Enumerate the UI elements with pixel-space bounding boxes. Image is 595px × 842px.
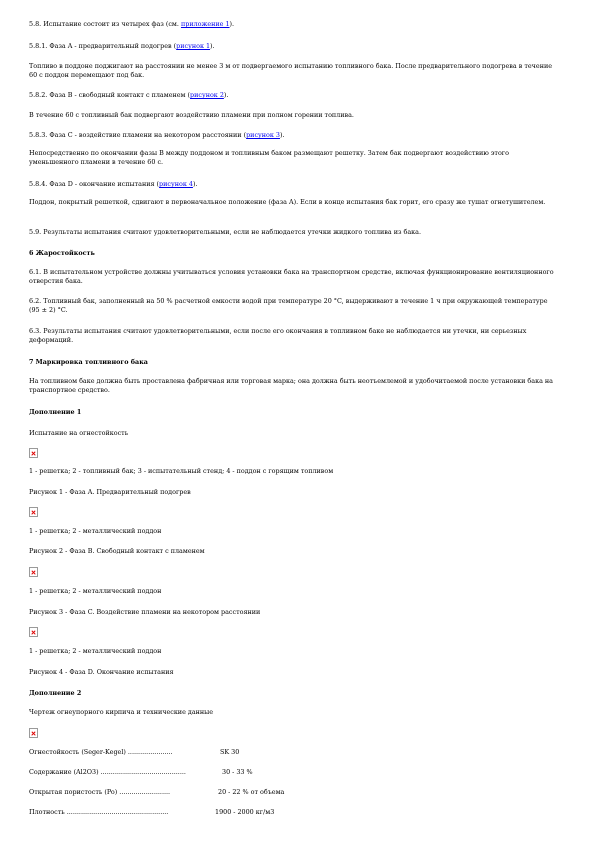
link-figure-1[interactable]: рисунок 1 <box>176 42 211 50</box>
paragraph-tail: ). <box>229 20 235 28</box>
figure-1-legend: 1 - решетка; 2 - топливный бак; 3 - испытательный стенд; 4 - поддон с горящим топливом <box>29 467 334 475</box>
appendix-2-heading: Дополнение 2 <box>29 689 82 697</box>
paragraph-tail: ). <box>210 42 215 50</box>
paragraph-text: 5.8.2. Фаза B - свободный контакт с пламенем ( <box>29 91 191 99</box>
link-appendix-1[interactable]: приложение 1 <box>180 20 230 28</box>
paragraph-text: 5.8.4. Фаза D - окончание испытания ( <box>29 180 160 188</box>
figure-2-legend: 1 - решетка; 2 - металлический поддон <box>29 527 162 535</box>
paragraph-6-3: 6.3. Результаты испытания считают удовлетворительными, если после его окончания в топливном баке не наблюдается ни утечки, ни серьезных деформаций. <box>29 327 527 344</box>
paragraph-text: 5.8.3. Фаза C - воздействие пламени на некотором расстоянии ( <box>29 131 247 139</box>
broken-image-icon <box>29 507 38 517</box>
appendix-1-title: Испытание на огнестойкость <box>29 429 129 437</box>
property-label: Огнестойкость (Seger-Kegel) ...................... <box>29 748 173 756</box>
figure-4-caption: Рисунок 4 - Фаза D. Окончание испытания <box>29 668 174 676</box>
paragraph-tail: ). <box>192 180 198 188</box>
figure-3-legend: 1 - решетка; 2 - металлический поддон <box>29 587 162 595</box>
paragraph-text: 5.8.1. Фаза A - предварительный подогрев ( <box>29 42 177 50</box>
section-heading-6: 6 Жаростойкость <box>29 249 95 257</box>
link-figure-3[interactable]: рисунок 3 <box>246 131 280 139</box>
figure-3-caption: Рисунок 3 - Фаза C. Воздействие пламени на некотором расстоянии <box>29 608 261 616</box>
paragraph-5-8-2 <box>29 91 559 100</box>
paragraph-5-8 <box>29 20 559 29</box>
property-value: SK 30 <box>220 748 240 756</box>
paragraph-5-9: 5.9. Результаты испытания считают удовлетворительными, если не наблюдается утечки жидкого топлива из бака. <box>29 228 421 236</box>
paragraph-phase-b-text: В течение 60 с топливный бак подвергают воздействию пламени при полном горении топлива. <box>29 111 354 119</box>
section-heading-7: 7 Маркировка топливного бака <box>29 358 148 366</box>
paragraph-phase-a-text: Топливо в поддоне поджигают на расстоянии не менее 3 м от подвергаемого испытанию топливного бака. После предварительного подогрева в течение 60 с поддон перемещают под бак. <box>29 62 552 79</box>
property-label: Содержание (Al2O3) .......................................... <box>29 768 186 776</box>
paragraph-5-8-3 <box>29 131 559 140</box>
broken-image-icon <box>29 567 38 577</box>
paragraph-tail: ). <box>279 131 285 139</box>
property-value: 30 - 33 % <box>222 768 253 776</box>
broken-image-icon <box>29 728 38 738</box>
figure-2-caption: Рисунок 2 - Фаза B. Свободный контакт с пламенем <box>29 547 205 555</box>
broken-image-icon <box>29 448 38 458</box>
paragraph-7: На топливном баке должна быть проставлена фабричная или торговая марка; она должна быть неотъемлемой и удобочитаемой после установки бака на транспортное средство. <box>29 377 553 394</box>
figure-1-caption: Рисунок 1 - Фаза A. Предварительный подогрев <box>29 488 191 496</box>
broken-image-icon <box>29 627 38 637</box>
link-figure-2[interactable]: рисунок 2 <box>190 91 224 99</box>
paragraph-5-8-1 <box>29 42 559 51</box>
property-value: 1900 - 2000 кг/м3 <box>215 808 275 816</box>
paragraph-text: 5.8. Испытание состоит из четырех фаз (см. <box>29 20 181 28</box>
appendix-1-heading: Дополнение 1 <box>29 408 82 416</box>
property-label: Плотность .................................................. <box>29 808 169 816</box>
figure-4-legend: 1 - решетка; 2 - металлический поддон <box>29 647 162 655</box>
link-figure-4[interactable]: рисунок 4 <box>159 180 193 188</box>
property-value: 20 - 22 % от объема <box>218 788 285 796</box>
paragraph-5-8-4 <box>29 180 559 189</box>
property-label: Открытая пористость (Po) ......................... <box>29 788 171 796</box>
appendix-2-title: Чертеж огнеупорного кирпича и технические данные <box>29 708 214 716</box>
paragraph-phase-d-text: Поддон, покрытый решеткой, сдвигают в первоначальное положение (фаза A). Если в конце испытания бак горит, его сразу же тушат огнетушителем. <box>29 198 546 206</box>
paragraph-6-1: 6.1. В испытательном устройстве должны учитываться условия установки бака на транспортном средстве, включая функционирование вентиляционного отверстия бака. <box>29 268 554 285</box>
paragraph-6-2: 6.2. Топливный бак, заполненный на 50 % расчетной емкости водой при температуре 20 °C, выдерживают в течение 1 ч при окружающей температуре (95 ± 2) °C. <box>29 297 548 314</box>
paragraph-tail: ). <box>223 91 229 99</box>
paragraph-phase-c-text: Непосредственно по окончании фазы B между поддоном и топливным баком размещают решетку. Затем бак подвергают воздействию этого уменьшенного пламени в течение 60 с. <box>29 149 510 166</box>
